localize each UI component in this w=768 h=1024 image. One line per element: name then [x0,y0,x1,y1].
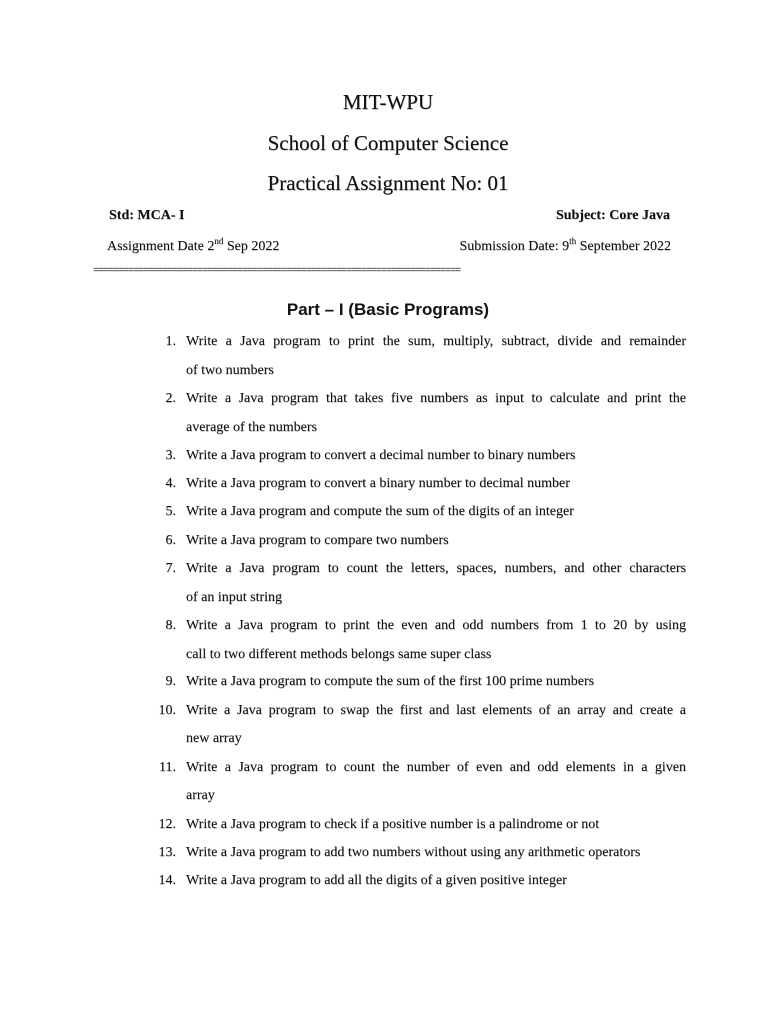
question-text: Write a Java program and compute the sum of the digits of an integer [186,504,574,519]
question-number: 14. [158,873,176,888]
question-number: 11. [159,760,176,775]
question-number: 8. [165,618,176,633]
question-text: Write a Java program to compare two numbers [186,533,449,548]
assignment-date-ordinal: nd [214,236,224,246]
question-number: 10. [158,703,176,718]
question-number: 2. [165,391,176,406]
institution-title: MIT-WPU [342,90,434,114]
question-number: 4. [165,476,176,491]
std-label: Std: MCA- I [109,208,185,223]
question-text: new array [186,731,242,746]
question-text: Write a Java program to print the even and odd numbers from 1 to 20 by using [186,618,686,633]
question-text: Write a Java program to add two numbers without using any arithmetic operators [186,845,641,860]
question-text: call to two different methods belongs same super class [186,647,492,662]
question-text: Write a Java program to convert a decimal number to binary numbers [186,448,576,463]
assignment-title: Practical Assignment No: 01 [267,171,509,195]
question-text: Write a Java program that takes five numbers as input to calculate and print the [186,391,686,406]
question-text: Write a Java program to check if a positive number is a palindrome or not [186,817,600,832]
question-number: 1. [165,334,176,349]
submission-date-suffix: September 2022 [576,239,671,254]
question-number: 7. [165,561,176,576]
question-text: Write a Java program to swap the first and last elements of an array and create a [186,703,686,718]
question-number: 12. [158,817,176,832]
question-number: 9. [165,674,176,689]
part-heading: Part – I (Basic Programs) [286,300,490,319]
question-text: of an input string [186,590,283,605]
question-number: 13. [158,845,176,860]
question-text: Write a Java program to print the sum, multiply, subtract, divide and remainder [186,334,686,349]
question-number: 6. [165,533,176,548]
school-title: School of Computer Science [267,131,509,155]
question-text: of two numbers [186,363,274,378]
separator-line: ========================================================================== [93,266,461,277]
question-text: Write a Java program to add all the digits of a given positive integer [186,873,567,888]
question-text: Write a Java program to compute the sum of the first 100 prime numbers [186,674,595,689]
question-number: 3. [165,448,176,463]
question-text: Write a Java program to count the letters, spaces, numbers, and other characters [186,561,686,576]
question-text: average of the numbers [186,420,317,435]
submission-date-ordinal: th [569,236,577,246]
question-text: Write a Java program to convert a binary number to decimal number [186,476,570,491]
question-text: array [186,788,215,803]
assignment-date-prefix: Assignment Date 2 [107,239,215,254]
question-text: Write a Java program to count the number of even and odd elements in a given [186,760,686,775]
subject-label: Subject: Core Java [555,208,670,223]
assignment-date-suffix: Sep 2022 [223,239,280,254]
question-number: 5. [165,504,176,519]
submission-date-prefix: Submission Date: 9 [459,239,570,254]
